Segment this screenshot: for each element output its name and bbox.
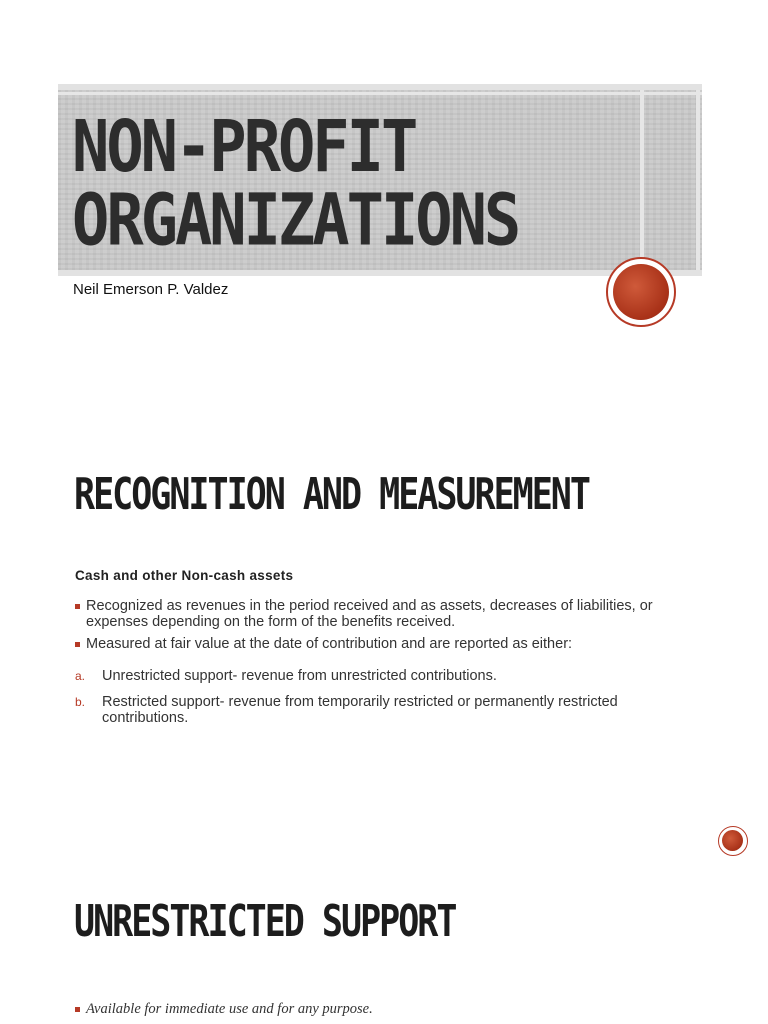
list-item: Measured at fair value at the date of contribution and are reported as either: bbox=[75, 636, 655, 652]
unrestricted-heading: UNRESTRICTED SUPPORT bbox=[74, 897, 456, 947]
decorative-circle-icon bbox=[718, 826, 748, 856]
title-line-2: ORGANIZATIONS bbox=[72, 177, 519, 262]
list-item: Recognized as revenues in the period received and as assets, decreases of liabilities, or expenses depending on the form of the benefits received. bbox=[75, 598, 655, 630]
title-band bbox=[58, 84, 702, 276]
list-item: Available for immediate use and for any purpose. bbox=[75, 1001, 655, 1017]
bullet-icon bbox=[75, 1007, 80, 1012]
slide-title bbox=[72, 104, 519, 262]
recognition-heading: RECOGNITION AND MEASUREMENT bbox=[74, 470, 589, 520]
title-line-1: NON-PROFIT bbox=[72, 104, 416, 189]
cash-assets-subheading: Cash and other Non-cash assets bbox=[75, 568, 294, 583]
list-item: b. Restricted support- revenue from temporarily restricted or permanently restricted contributions. bbox=[75, 694, 618, 726]
decorative-circle-icon bbox=[606, 257, 676, 327]
list-item: a. Unrestricted support- revenue from unrestricted contributions. bbox=[75, 668, 497, 684]
recognition-bullets bbox=[75, 598, 655, 658]
bullet-icon bbox=[75, 642, 80, 647]
bullet-icon bbox=[75, 604, 80, 609]
unrestricted-bullets bbox=[75, 1001, 655, 1023]
support-types-list bbox=[75, 668, 655, 736]
author-name: Neil Emerson P. Valdez bbox=[73, 281, 229, 298]
